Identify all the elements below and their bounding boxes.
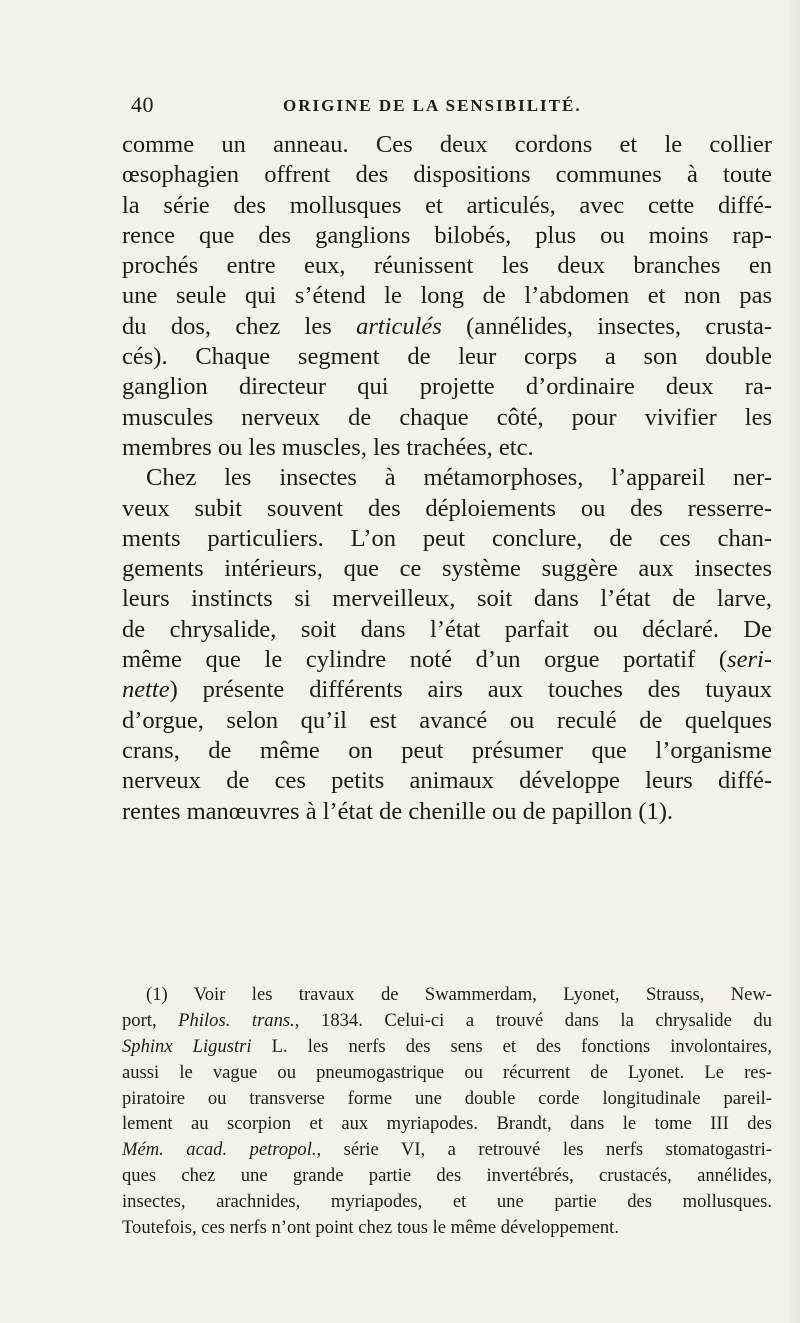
text-line: de chrysalide, soit dans l’état parfait ou déclaré. De [122,615,772,643]
footnote-line [122,1137,772,1163]
running-title: ORIGINE DE LA SENSIBILITÉ. [283,96,582,115]
footnote-line: piratoire ou transverse forme une double corde longitudinale pareil- [122,1087,772,1109]
text-line: ganglion directeur qui projette d’ordinaire deux ra- [122,373,772,401]
page-number: 40 [131,92,154,117]
text-line: crans, de même on peut présumer que l’organisme [122,736,772,764]
paragraph-start-line: Chez les insectes à métamorphoses, l’appareil ner- [146,464,772,492]
text-line [122,645,772,675]
text-line: comme un anneau. Ces deux cordons et le collier [122,131,772,158]
main-text [122,130,772,827]
text-line: rentes manœuvres à l’état de chenille ou de papillon (1). [122,797,674,825]
text-line: nerveux de ces petits animaux développe leurs diffé- [122,767,772,795]
text-line: œsophagien offrent des dispositions communes à toute [122,161,772,189]
text-fragment: L. les nerfs des sens et des fonctions involontaires, [251,1035,772,1057]
text-line: une seule qui s’étend le long de l’abdomen et non pas [122,282,772,310]
text-line: leurs instincts si merveilleux, soit dans l’état de larve, [122,585,772,613]
text-line: ments particuliers. L’on peut conclure, de ces chan- [122,524,772,552]
footnote-line: aussi le vague ou pneumogastrique ou récurrent de Lyonet. Le res- [122,1061,772,1083]
italic-term: articulés [356,312,442,340]
footnote-line: ques chez une grande partie des invertébrés, crustacés, annélides, [122,1165,772,1187]
text-fragment: même que le cylindre noté d’un orgue portatif ( [122,646,728,674]
text-line: cés). Chaque segment de leur corps a son double [122,343,772,371]
text-line: muscules nerveux de chaque côté, pour vivifier les [122,403,772,431]
footnote-line [122,1034,772,1060]
footnote-line [122,1008,772,1034]
text-line [122,675,772,705]
text-fragment: , série VI, a retrouvé les nerfs stomatogastri- [316,1139,772,1161]
text-line: la série des mollusques et articulés, avec cette diffé- [122,191,772,219]
text-fragment: (annélides, insectes, crusta- [441,312,772,340]
footnote-line: (1) Voir les travaux de Swammerdam, Lyonet, Strauss, New- [146,984,772,1005]
text-fragment: du dos, chez les [122,312,357,340]
text-line: d’orgue, selon qu’il est avancé ou reculé de quelques [122,706,772,734]
italic-term: seri- [727,646,772,674]
text-fragment: , 1834. Celui-ci a trouvé dans la chrysalide du [294,1009,772,1031]
text-line: gements intérieurs, que ce système suggère aux insectes [122,555,772,583]
text-fragment: port, [122,1009,179,1031]
italic-term: nette [122,676,170,704]
footnote-line: insectes, arachnides, myriapodes, et une partie des mollusques. [122,1191,772,1213]
text-line: rence que des ganglions bilobés, plus ou moins rap- [122,221,772,249]
text-line [122,312,772,342]
italic-term: Mém. acad. petropol. [122,1139,317,1161]
text-line: membres ou les muscles, les trachées, etc. [122,433,534,461]
text-line: prochés entre eux, réunissent les deux branches en [122,252,772,280]
text-fragment: ) présente différents airs aux touches des tuyaux [169,676,772,704]
italic-term: Sphinx Ligustri [122,1035,252,1057]
italic-term: Philos. trans. [178,1009,295,1031]
footnote [122,982,772,1241]
footnote-line: Toutefois, ces nerfs n’ont point chez tous le même développement. [122,1217,619,1239]
footnote-line: lement au scorpion et aux myriapodes. Brandt, dans le tome III des [122,1113,772,1135]
page-header [131,92,771,122]
text-line: veux subit souvent des déploiements ou des resserre- [122,494,772,522]
